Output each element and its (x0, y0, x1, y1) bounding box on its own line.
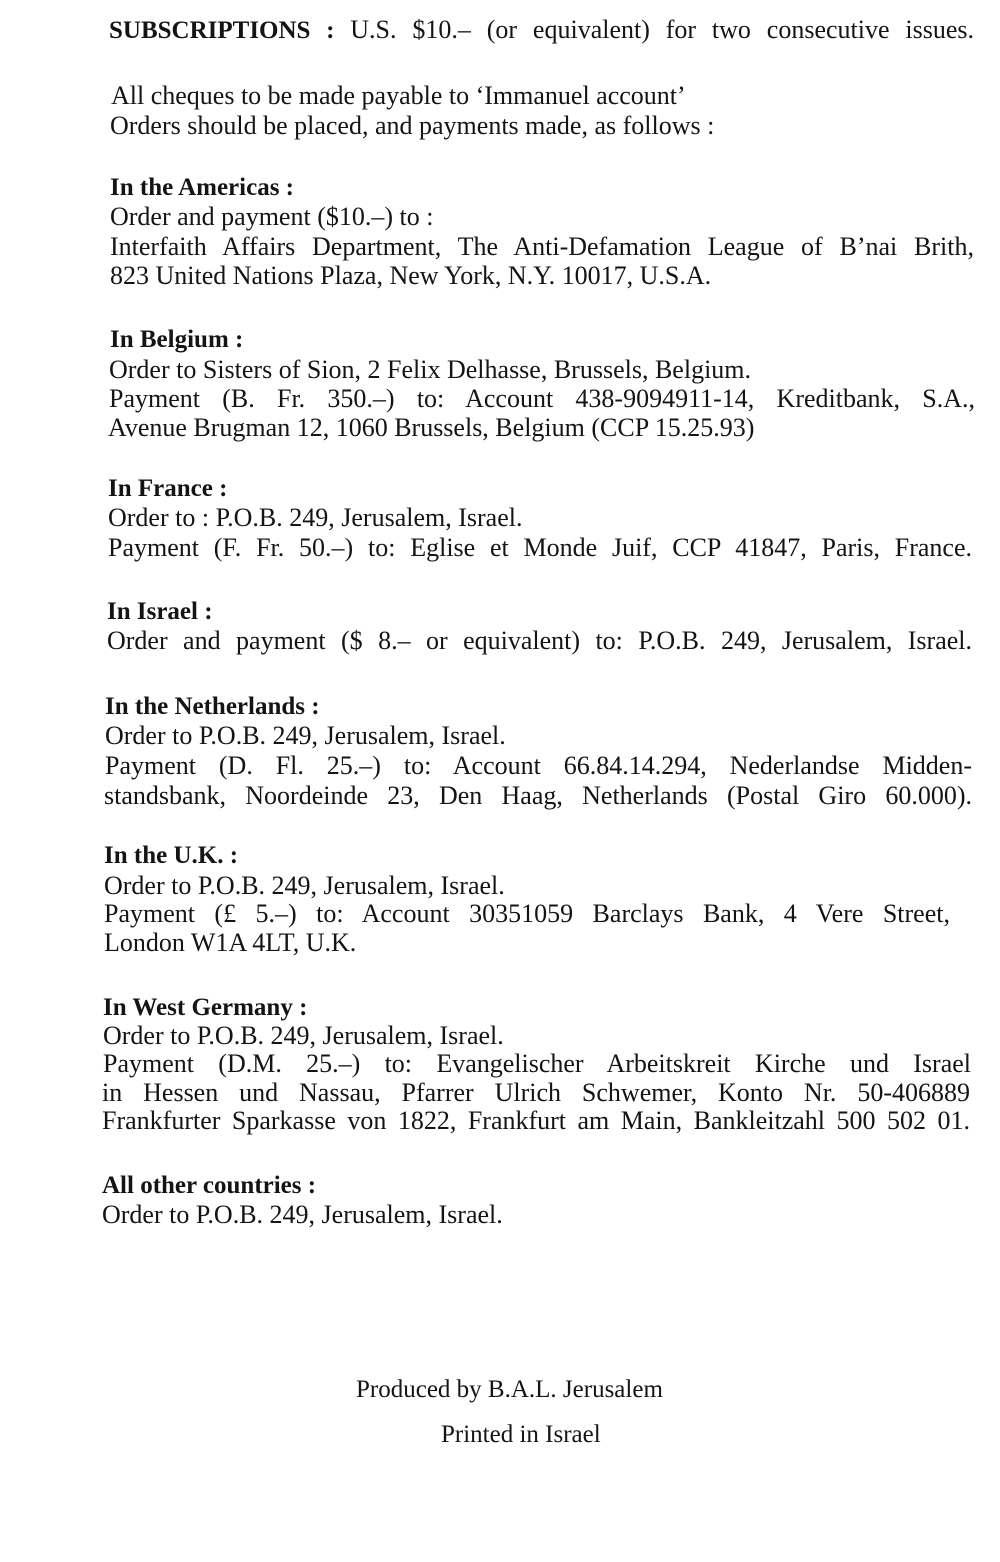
west-germany-bank-line: Frankfurter Sparkasse von 1822, Frankfurt am Main, Bankleitzahl 500 502 01. (102, 1106, 970, 1135)
other-countries-heading: All other countries : (102, 1172, 317, 1199)
france-heading: In France : (108, 475, 228, 502)
orders-placement-line: Orders should be placed, and payments made, as follows : (110, 111, 715, 140)
israel-order-line: Order and payment ($ 8.– or equivalent) to: P.O.B. 249, Jerusalem, Israel. (107, 626, 972, 655)
belgium-payment-line: Payment (B. Fr. 350.–) to: Account 438-9094911-14, Kreditbank, S.A., (109, 384, 975, 413)
cheques-payable-line: All cheques to be made payable to ‘Immanuel account’ (111, 81, 686, 110)
netherlands-heading: In the Netherlands : (105, 693, 320, 720)
uk-order-line: Order to P.O.B. 249, Jerusalem, Israel. (104, 871, 505, 900)
france-order-line: Order to : P.O.B. 249, Jerusalem, Israel. (108, 503, 523, 532)
belgium-bank-line: Avenue Brugman 12, 1060 Brussels, Belgium (CCP 15.25.93) (108, 413, 755, 442)
uk-payment-line: Payment (£ 5.–) to: Account 30351059 Barclays Bank, 4 Vere Street, (104, 899, 950, 928)
belgium-heading: In Belgium : (110, 326, 244, 353)
americas-heading: In the Americas : (110, 174, 294, 201)
west-germany-heading: In West Germany : (103, 994, 308, 1021)
americas-order-line: Order and payment ($10.–) to : (110, 202, 434, 231)
subscriptions-label: SUBSCRIPTIONS : (109, 17, 335, 44)
netherlands-payment-line: Payment (D. Fl. 25.–) to: Account 66.84.14.294, Nederlandse Midden- (105, 751, 972, 780)
belgium-order-line: Order to Sisters of Sion, 2 Felix Delhasse, Brussels, Belgium. (109, 355, 752, 384)
uk-bank-line: London W1A 4LT, U.K. (104, 928, 357, 957)
americas-address-line: Interfaith Affairs Department, The Anti-Defamation League of B’nai Brith, (110, 232, 974, 261)
west-germany-payment-line: Payment (D.M. 25.–) to: Evangelischer Arbeitskreit Kirche und Israel (103, 1049, 971, 1078)
subscriptions-line (109, 16, 974, 45)
west-germany-account-line: in Hessen und Nassau, Pfarrer Ulrich Schwemer, Konto Nr. 50-406889 (102, 1078, 970, 1107)
west-germany-order-line: Order to P.O.B. 249, Jerusalem, Israel. (103, 1021, 504, 1050)
uk-heading: In the U.K. : (104, 842, 239, 869)
subscriptions-text: U.S. $10.– (or equivalent) for two consecutive issues. (350, 15, 975, 44)
produced-by-line: Produced by B.A.L. Jerusalem (356, 1376, 663, 1403)
americas-address-line-2: 823 United Nations Plaza, New York, N.Y. 10017, U.S.A. (110, 261, 712, 290)
israel-heading: In Israel : (107, 598, 213, 625)
netherlands-bank-line: standsbank, Noordeinde 23, Den Haag, Netherlands (Postal Giro 60.000). (104, 781, 972, 810)
netherlands-order-line: Order to P.O.B. 249, Jerusalem, Israel. (105, 721, 506, 750)
printed-in-line: Printed in Israel (441, 1421, 601, 1448)
other-countries-order-line: Order to P.O.B. 249, Jerusalem, Israel. (102, 1200, 503, 1229)
france-payment-line: Payment (F. Fr. 50.–) to: Eglise et Monde Juif, CCP 41847, Paris, France. (108, 533, 972, 562)
